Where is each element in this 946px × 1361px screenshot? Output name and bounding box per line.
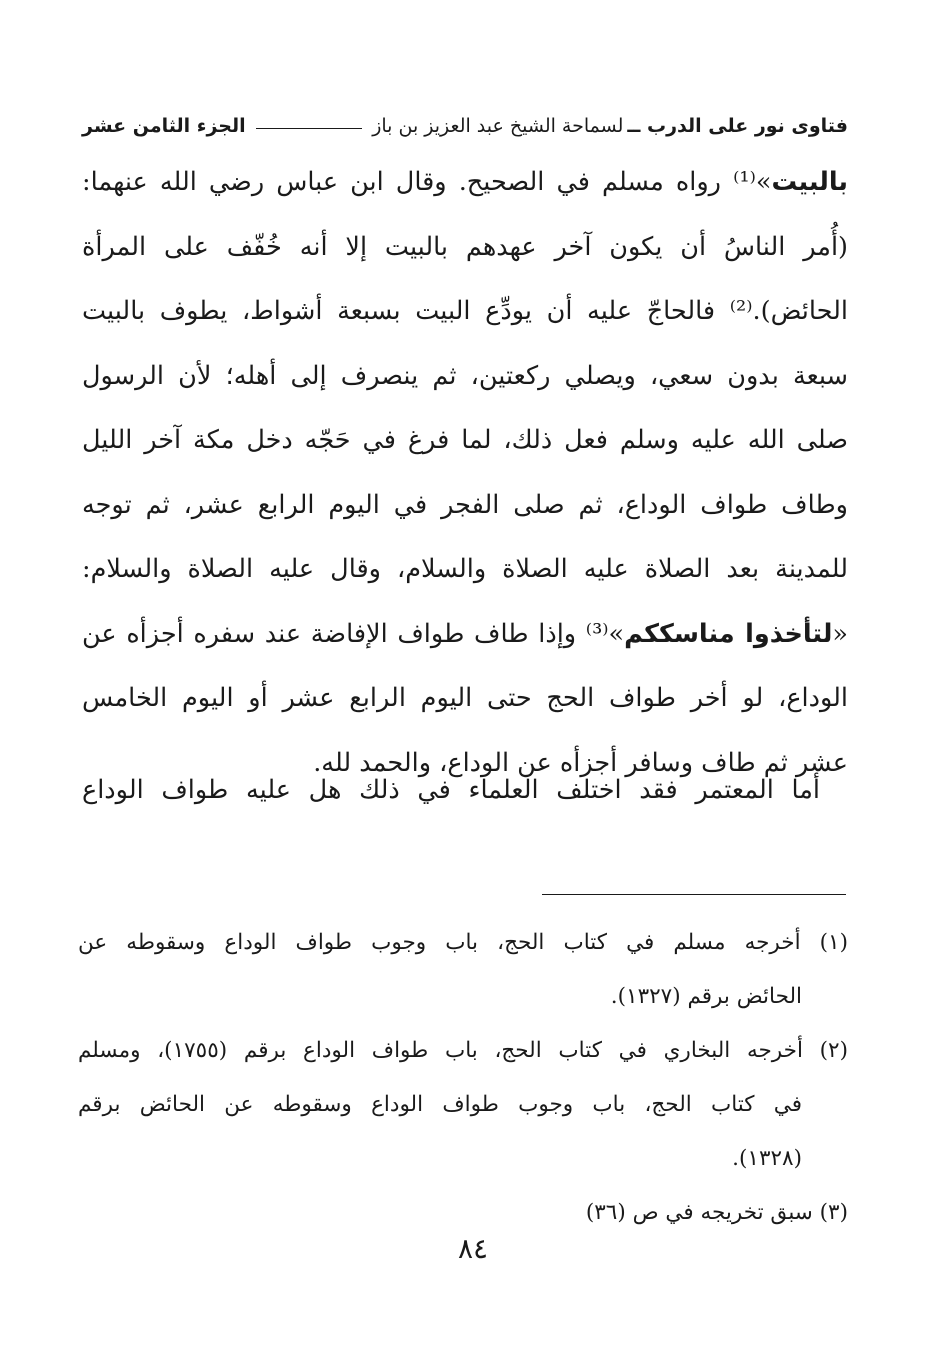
page-number: ٨٤ bbox=[457, 1232, 489, 1265]
book-title: فتاوى نور على الدرب ــ bbox=[627, 115, 848, 137]
footnotes bbox=[78, 916, 848, 1240]
footnote-line: الحائض برقم (١٣٢٧). bbox=[610, 984, 802, 1009]
text-line: وطاف طواف الوداع، ثم صلى الفجر في اليوم الرابع عشر، ثم توجه bbox=[82, 489, 848, 520]
text-line: بالبيت»⁽¹⁾ رواه مسلم في الصحيح. وقال ابن عباس رضي الله عنهما: bbox=[82, 167, 848, 197]
footnote-line: في كتاب الحج، باب وجوب طواف الوداع وسقوطه عن الحائض برقم bbox=[78, 1092, 802, 1117]
footnote-line: (٣) سبق تخريجه في ص (٣٦) bbox=[585, 1200, 848, 1225]
running-header bbox=[82, 108, 848, 144]
second-paragraph bbox=[82, 758, 848, 822]
bold-phrase: بالبيت bbox=[771, 167, 848, 197]
text-line: أما المعتمر فقد اختلف العلماء في ذلك هل عليه طواف الوداع bbox=[82, 775, 820, 805]
volume-label: الجزء الثامن عشر bbox=[82, 115, 246, 137]
footnote-1 bbox=[78, 916, 848, 1024]
footnote-line: (١٣٢٨). bbox=[732, 1146, 802, 1171]
footnote-2 bbox=[78, 1024, 848, 1186]
text-line: عشر ثم طاف وسافر أجزأه عن الوداع، والحمد لله. bbox=[313, 747, 848, 778]
author-name: لسماحة الشيخ عبد العزيز بن باز bbox=[372, 115, 624, 137]
text-line: صلى الله عليه وسلم فعل ذلك، لما فرغ في حَجّه دخل مكة آخر الليل bbox=[82, 425, 848, 455]
bold-phrase: لتأخذوا مناسككم bbox=[624, 618, 833, 649]
text-line: (أُمر الناسُ أن يكون آخر عهدهم بالبيت إلا أنه خُفّف على المرأة bbox=[82, 231, 848, 262]
text-line: للمدينة بعد الصلاة عليه الصلاة والسلام، وقال عليه الصلاة والسلام: bbox=[82, 554, 848, 584]
footnote-separator bbox=[542, 894, 846, 895]
main-paragraph bbox=[82, 150, 848, 795]
text-line: الحائض).⁽²⁾ فالحاجّ عليه أن يودِّع البيت بسبعة أشواط، يطوف بالبيت bbox=[82, 296, 848, 326]
text-line: الوداع، لو أخر طواف الحج حتى اليوم الرابع عشر أو اليوم الخامس bbox=[82, 683, 848, 713]
text-line: «لتأخذوا مناسككم»⁽³⁾ وإذا طاف طواف الإفاضة عند سفره أجزأه عن bbox=[82, 618, 848, 649]
footnote-line: (٢) أخرجه البخاري في كتاب الحج، باب طواف الوداع برقم (١٧٥٥)، ومسلم bbox=[78, 1038, 848, 1063]
header-rule bbox=[256, 128, 363, 129]
footnote-line: (١) أخرجه مسلم في كتاب الحج، باب وجوب طواف الوداع وسقوطه عن bbox=[78, 930, 848, 955]
text-line: سبعة بدون سعي، ويصلي ركعتين، ثم ينصرف إلى أهله؛ لأن الرسول bbox=[82, 360, 848, 391]
